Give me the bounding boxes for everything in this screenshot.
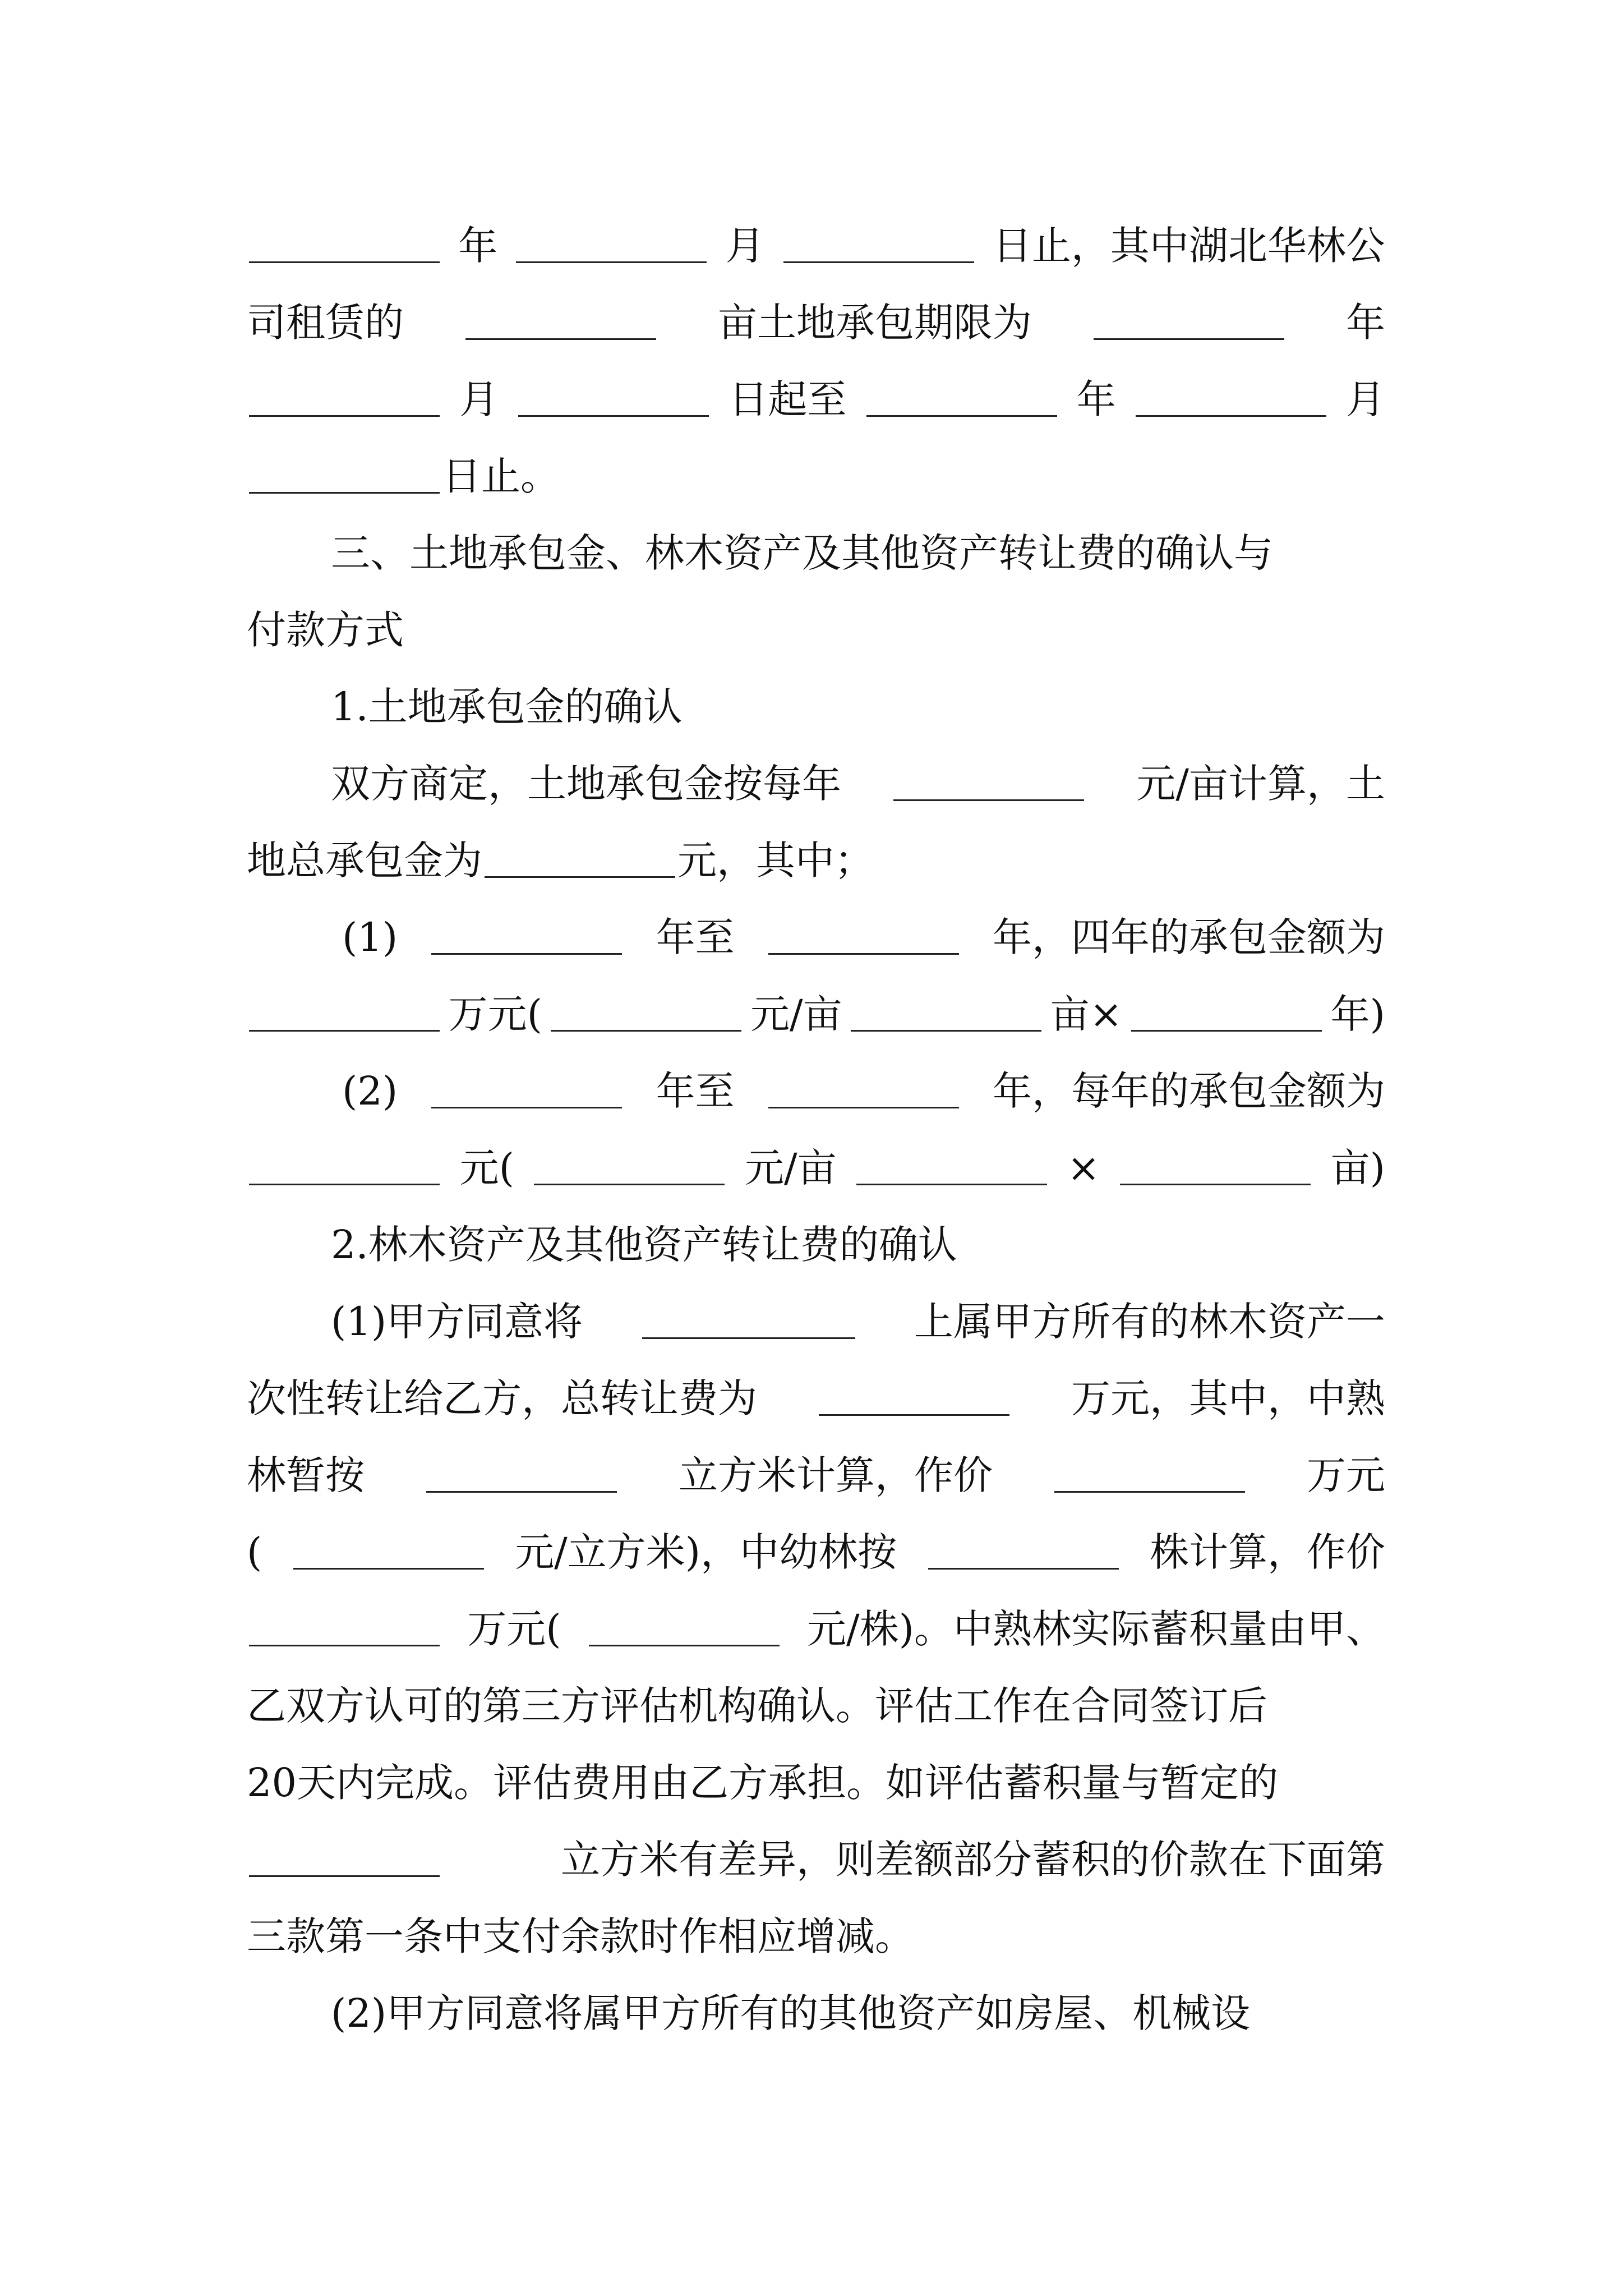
blank-field <box>1054 1452 1245 1493</box>
text-line <box>247 1667 1385 1745</box>
blank-field <box>851 991 1041 1032</box>
text-line <box>247 1820 1385 1899</box>
text-segment: 上属甲方所有的林木资产一 <box>914 1299 1385 1345</box>
blank-field <box>866 376 1057 417</box>
blank-field <box>518 376 709 417</box>
blank-field <box>249 453 440 494</box>
blank-field <box>768 1068 959 1108</box>
text-segment: (1)甲方同意将 <box>331 1299 583 1345</box>
text-segment: 元/立方米)，中幼林按 <box>515 1529 897 1575</box>
blank-field <box>249 222 440 263</box>
blank-field <box>249 1605 440 1646</box>
text-line <box>247 1897 1385 1976</box>
blank-field <box>783 222 974 263</box>
text-segment: × <box>1067 1145 1100 1191</box>
text-segment: 亩土地承包期限为 <box>718 300 1032 346</box>
blank-field <box>1094 299 1284 340</box>
text-line <box>247 1513 1385 1591</box>
blank-field <box>1136 376 1326 417</box>
text-line <box>342 1052 1385 1130</box>
blank-field <box>485 837 675 878</box>
blank-field <box>431 914 622 955</box>
text-segment: (2) <box>342 1068 398 1114</box>
text-segment: 万元，其中，中熟 <box>1071 1375 1385 1421</box>
blank-field <box>1131 991 1322 1032</box>
text-segment: 年至 <box>656 1068 735 1114</box>
text-segment: 年，每年的承包金额为 <box>992 1068 1385 1114</box>
text-line <box>331 744 1385 823</box>
blank-field <box>249 1144 440 1185</box>
text-segment: 元/亩 <box>745 1145 837 1191</box>
text-segment: 元/株)。中熟林实际蓄积量由甲、 <box>807 1606 1385 1652</box>
text-line <box>247 360 1385 439</box>
text-segment: 元，其中； <box>677 838 874 884</box>
text-segment: 年 <box>1346 300 1385 346</box>
text-segment: 司租赁的 <box>247 300 404 346</box>
text-line <box>331 1974 1385 2053</box>
text-segment: 双方商定，土地承包金按每年 <box>331 761 841 807</box>
text-line <box>247 975 1385 1053</box>
text-segment: 年 <box>458 223 498 269</box>
blank-field <box>642 1298 855 1339</box>
text-segment: 20天内完成。评估费用由乙方承担。如评估蓄积量与暂定的 <box>247 1760 1279 1806</box>
blank-field <box>551 991 741 1032</box>
subsection-heading <box>331 668 1385 746</box>
text-line <box>342 898 1385 977</box>
text-segment: 日止。 <box>442 453 560 499</box>
text-line <box>247 1743 1385 1822</box>
text-segment: 1.土地承包金的确认 <box>331 684 683 730</box>
text-line <box>331 1282 1385 1361</box>
blank-field <box>249 1836 440 1877</box>
text-line <box>247 1590 1385 1668</box>
text-segment: 乙双方认可的第三方评估机构确认。评估工作在合同签订后 <box>247 1683 1267 1729</box>
text-segment: 万元 <box>1307 1452 1385 1498</box>
text-segment: 三、土地承包金、林木资产及其他资产转让费的确认与 <box>331 530 1273 576</box>
text-segment: 日止，其中湖北华林公 <box>992 223 1385 269</box>
text-segment: 日起至 <box>728 376 847 422</box>
text-segment: 元/亩计算，土 <box>1136 761 1385 807</box>
blank-field <box>516 222 707 263</box>
text-segment: ( <box>247 1529 262 1575</box>
blank-field <box>534 1144 725 1185</box>
text-segment: 立方米计算，作价 <box>679 1452 993 1498</box>
text-segment: 立方米有差异，则差额部分蓄积的价款在下面第 <box>561 1837 1385 1883</box>
text-segment: 林暂按 <box>247 1452 365 1498</box>
text-segment: 万元( <box>467 1606 561 1652</box>
text-segment: 万元( <box>448 991 542 1037</box>
text-segment: 亩× <box>1050 991 1123 1037</box>
text-segment: 月 <box>1345 376 1385 422</box>
text-line <box>247 1129 1385 1207</box>
blank-field <box>819 1375 1009 1416</box>
blank-field <box>928 1529 1119 1570</box>
blank-field <box>249 376 440 417</box>
text-segment: 付款方式 <box>247 607 404 653</box>
text-line <box>247 437 1385 516</box>
text-line <box>247 1436 1385 1515</box>
blank-field <box>293 1529 484 1570</box>
blank-field <box>1120 1144 1311 1185</box>
blank-field <box>589 1605 780 1646</box>
text-segment: 地总承包金为 <box>247 838 482 884</box>
subsection-heading <box>331 1205 1385 1284</box>
text-segment: 株计算，作价 <box>1149 1529 1385 1575</box>
blank-field <box>249 991 440 1032</box>
text-line <box>247 1359 1385 1438</box>
text-segment: 次性转让给乙方，总转让费为 <box>247 1375 757 1421</box>
text-segment: 元/亩 <box>750 991 842 1037</box>
text-segment: 年 <box>1076 376 1116 422</box>
text-segment: 月 <box>459 376 499 422</box>
blank-field <box>856 1144 1047 1185</box>
text-segment: 月 <box>725 223 765 269</box>
text-line <box>247 206 1385 285</box>
text-segment: 2.林木资产及其他资产转让费的确认 <box>331 1222 957 1268</box>
text-line <box>247 591 1385 669</box>
text-segment: (1) <box>342 914 398 960</box>
section-heading <box>331 514 1385 592</box>
blank-field <box>768 914 959 955</box>
blank-field <box>431 1068 622 1108</box>
text-line <box>247 283 1385 362</box>
text-segment: 元( <box>459 1145 514 1191</box>
text-segment: 三款第一条中支付余款时作相应增减。 <box>247 1913 914 1959</box>
blank-field <box>465 299 656 340</box>
blank-field <box>893 760 1084 801</box>
text-segment: 年，四年的承包金额为 <box>992 914 1385 960</box>
text-segment: 年至 <box>656 914 735 960</box>
text-segment: (2)甲方同意将属甲方所有的其他资产如房屋、机械设 <box>331 1990 1251 2036</box>
blank-field <box>426 1452 617 1493</box>
text-line <box>247 821 1385 900</box>
text-segment: 年) <box>1330 991 1385 1037</box>
text-segment: 亩) <box>1330 1145 1385 1191</box>
